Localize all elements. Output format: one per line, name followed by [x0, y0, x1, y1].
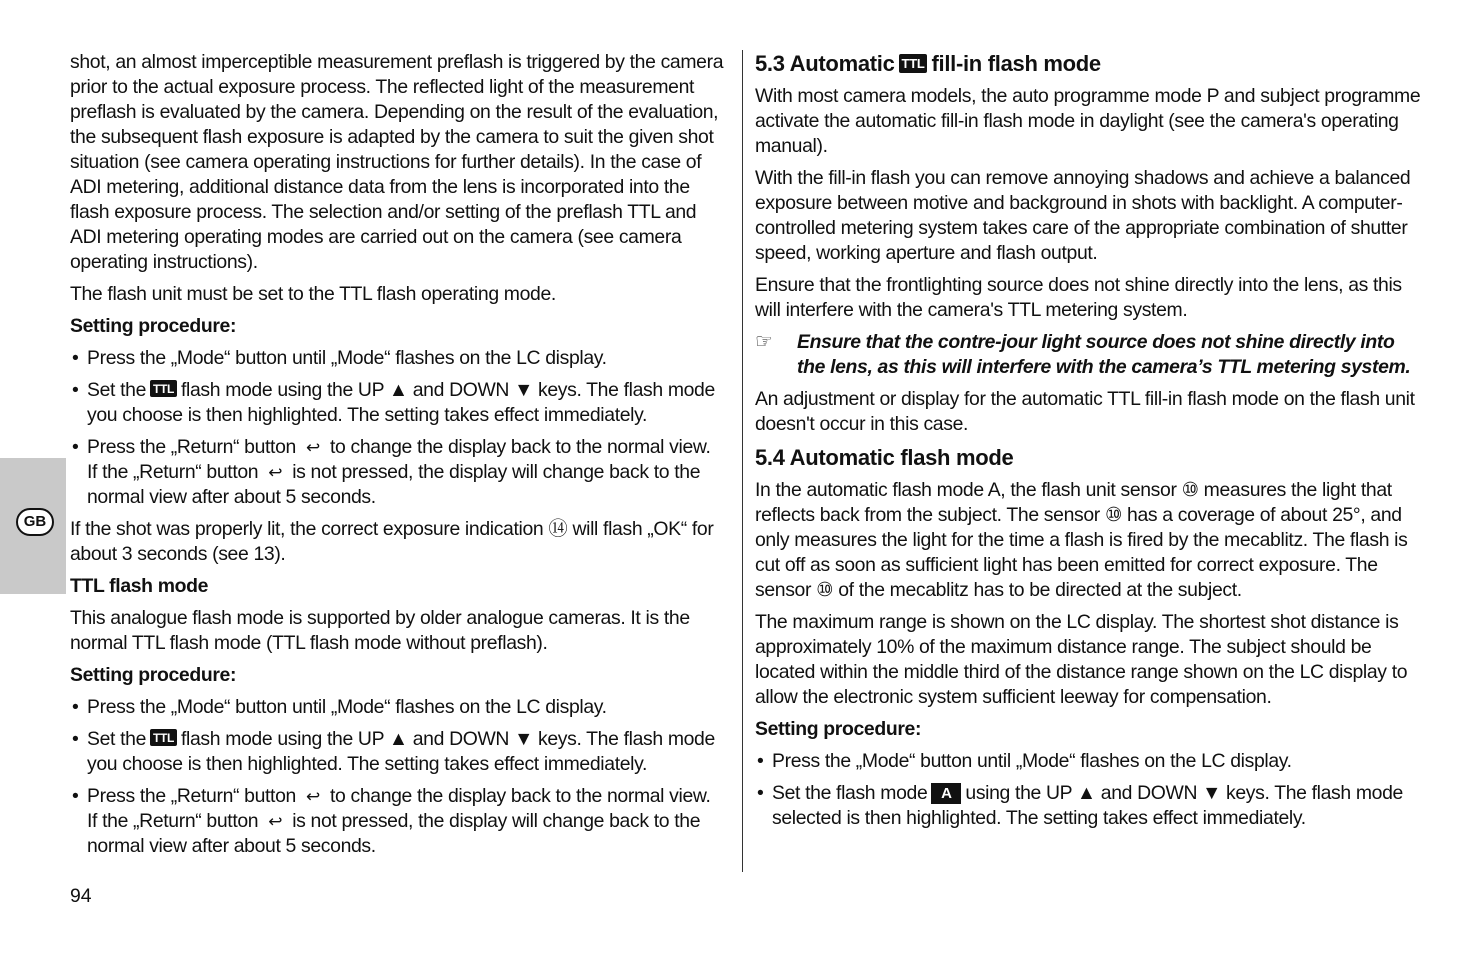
list-item: • Set the TTL flash mode using the UP ▲ and DOWN ▼ keys. The flash mode you choose is then highlighted. The setting takes effect immediately.	[70, 727, 730, 777]
steps-list	[70, 695, 730, 859]
steps-list	[755, 749, 1423, 831]
left-column	[70, 50, 730, 866]
section-heading-5-4: 5.4 Automatic flash mode	[755, 445, 1014, 470]
ttl-symbol-icon: TTL	[150, 380, 177, 397]
paragraph: Ensure that the frontlighting source does not shine directly into the lens, as this will interfere with the camera's TTL metering system.	[755, 274, 1402, 321]
paragraph: In the automatic flash mode A, the flash unit sensor ⑩ measures the light that reflects back from the subject. The sensor ⑩ has a coverage of about 25°, and only measures the light for the time a flash is fired by the mecablitz. The flash is cut off as soon as sufficient light has been emitted for correct exposure. The sensor ⑩ of the mecablitz has to be directed at the subject.	[755, 479, 1408, 601]
right-column	[755, 50, 1423, 838]
paragraph: shot, an almost imperceptible measurement preflash is triggered by the camera prior to the actual exposure process. The reflected light of the measurement preflash is evaluated by the camera. Depending on the result of the evaluation, the subsequent flash exposure is adapted by the camera to suit the given shot situation (see camera operating instructions for further details). In the case of ADI metering, additional distance data from the lens is incorporated into the flash exposure process. The selection and/or setting of the preflash TTL and ADI metering operating modes are carried out on the camera (see camera operating instructions).	[70, 51, 724, 273]
paragraph: The flash unit must be set to the TTL flash operating mode.	[70, 283, 556, 305]
list-item: • Set the TTL flash mode using the UP ▲ and DOWN ▼ keys. The flash mode you choose is then highlighted. The setting takes effect immediately.	[70, 378, 730, 428]
steps-list	[70, 346, 730, 510]
list-item: • Press the „Return“ button ↩ to change the display back to the normal view. If the „Return“ button ↩ is not pressed, the display will change back to the normal view after about 5 seconds.	[70, 435, 730, 510]
ttl-symbol-icon: TTL	[899, 54, 928, 73]
pointing-hand-icon: ☞	[755, 331, 773, 353]
ttl-flash-mode-heading: TTL flash mode	[70, 575, 209, 597]
list-item: • Set the flash mode A using the UP ▲ and DOWN ▼ keys. The flash mode selected is then highlighted. The setting takes effect immediately.	[755, 781, 1423, 831]
list-item: • Press the „Mode“ button until „Mode“ flashes on the LC display.	[755, 749, 1423, 774]
return-icon: ↩	[306, 787, 320, 806]
list-item: • Press the „Mode“ button until „Mode“ flashes on the LC display.	[70, 346, 730, 371]
auto-mode-symbol-icon: A	[931, 783, 961, 804]
return-icon: ↩	[268, 463, 283, 482]
return-icon: ↩	[268, 812, 283, 831]
paragraph: The maximum range is shown on the LC display. The shortest shot distance is approximately 10% of the maximum distance range. The subject should be located within the middle third of the distance range shown on the LC display to allow the electronic system sufficient leeway for compensation.	[755, 611, 1408, 708]
paragraph: An adjustment or display for the automatic TTL fill-in flash mode on the flash unit doesn't occur in this case.	[755, 388, 1415, 435]
note-tip: ☞ Ensure that the contre-jour light source does not shine directly into the lens, as this will interfere with the camera’s TTL metering system.	[755, 331, 1411, 378]
paragraph: With most camera models, the auto programme mode P and subject programme activate the automatic fill-in flash mode in daylight (see the camera's operating manual).	[755, 85, 1421, 157]
language-badge: GB	[16, 508, 54, 536]
ttl-symbol-icon: TTL	[150, 729, 177, 746]
setting-procedure-heading: Setting procedure:	[70, 315, 237, 337]
list-item: • Press the „Mode“ button until „Mode“ flashes on the LC display.	[70, 695, 730, 720]
column-divider	[742, 50, 743, 872]
section-heading-5-3: 5.3 Automatic TTL fill-in flash mode	[755, 51, 1101, 76]
page-number: 94	[70, 885, 92, 907]
paragraph: With the fill-in flash you can remove annoying shadows and achieve a balanced exposure between motive and background in shots with backlight. A computer-controlled metering system takes care of the appropriate combination of shutter speed, working aperture and flash output.	[755, 167, 1411, 264]
paragraph: This analogue flash mode is supported by older analogue cameras. It is the normal TTL flash mode (TTL flash mode without preflash).	[70, 607, 690, 654]
setting-procedure-heading: Setting procedure:	[70, 664, 237, 686]
list-item: • Press the „Return“ button ↩ to change the display back to the normal view. If the „Return“ button ↩ is not pressed, the display will change back to the normal view after about 5 seconds.	[70, 784, 730, 859]
setting-procedure-heading: Setting procedure:	[755, 718, 922, 740]
paragraph: If the shot was properly lit, the correct exposure indication ⑭ will flash „OK“ for about 3 seconds (see 13).	[70, 518, 714, 565]
return-icon: ↩	[306, 438, 320, 457]
